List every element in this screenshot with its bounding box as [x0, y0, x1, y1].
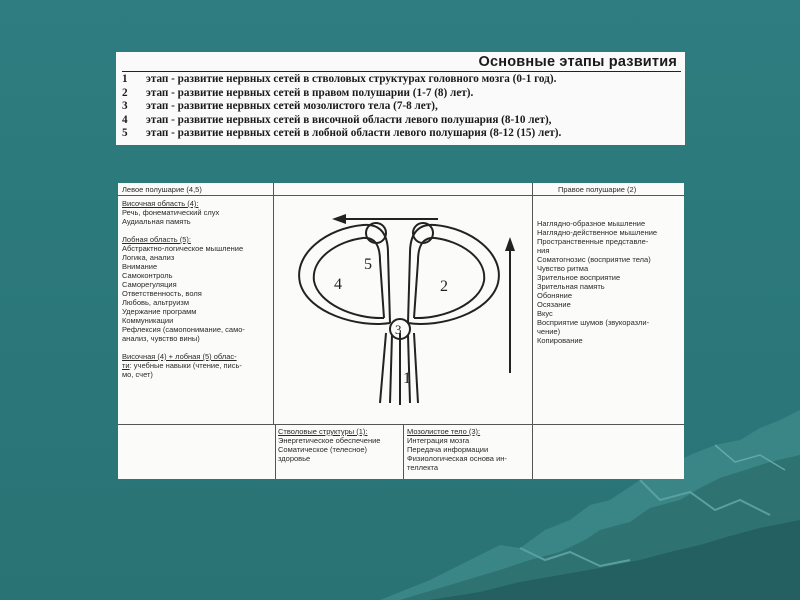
list-item: Чувство ритма: [537, 264, 589, 273]
left-hemisphere-header: Левое полушарие (4,5): [122, 185, 202, 194]
list-item: Восприятие шумов (звукоразли-: [537, 318, 650, 327]
list-item: чение): [537, 327, 561, 336]
cc-title: Мозолистое тело (3):: [407, 427, 481, 436]
stage-text: этап - развитие нервных сетей в стволовых структурах головного мозга (0-1 год).: [146, 73, 557, 85]
stage-number: 2: [122, 86, 128, 99]
stage-number: 1: [122, 73, 128, 85]
list-item: мо, счет): [122, 370, 153, 379]
list-item: Пространственные представле-: [537, 237, 649, 246]
diagram-label-3: 3: [395, 322, 402, 337]
list-item: Внимание: [122, 262, 158, 271]
top-arrow-head: [332, 214, 346, 224]
right-arrow-head: [505, 237, 515, 251]
stage-row: [122, 73, 679, 87]
list-item: Аудиальная память: [122, 217, 191, 226]
diagram-label-5: 5: [364, 256, 372, 273]
list-item: Коммуникации: [122, 316, 174, 325]
stage-number: 5: [122, 127, 128, 140]
brain-functions-table: [118, 183, 684, 479]
stem-title: Стволовые структуры (1):: [278, 427, 368, 436]
stage-row: [122, 87, 679, 101]
stage-row: [122, 114, 679, 128]
right-hemisphere-header: Правое полушарие (2): [558, 185, 637, 194]
stage-text: этап - развитие нервных сетей в височной области левого полушария (8-10 лет),: [146, 113, 552, 126]
temporal-title: Височная область (4):: [122, 199, 199, 208]
list-item: Наглядно-действенное мышление: [537, 228, 658, 237]
stages-panel: [116, 52, 685, 145]
list-item: Соматическое (телесное): [278, 445, 368, 454]
list-item: здоровье: [278, 454, 311, 463]
left-hemisphere-outer-loop: [299, 225, 390, 324]
left-hemisphere-inner-loop: [314, 238, 384, 318]
diagram-label-2: 2: [440, 278, 448, 295]
list-item: Наглядно-образное мышление: [537, 219, 646, 228]
combined-title-2: ти: [122, 361, 130, 370]
list-item: ния: [537, 246, 550, 255]
list-item: анализ, чувство вины): [122, 334, 200, 343]
list-item: Зрительное восприятие: [537, 273, 621, 282]
stage-row: [122, 127, 679, 141]
list-item: Саморегуляция: [122, 280, 177, 289]
diagram-label-4: 4: [334, 276, 342, 293]
stage-text: этап - развитие нервных сетей мозолистого тела (7-8 лет),: [146, 100, 438, 113]
stem-lines: [380, 333, 418, 405]
stage-number: 4: [122, 113, 128, 126]
right-hemisphere-outer-loop: [408, 225, 499, 324]
right-hemisphere-inner-loop: [414, 238, 484, 318]
diagram-label-1: 1: [403, 370, 411, 387]
list-item: Удержание программ: [122, 307, 197, 316]
list-item: теллекта: [407, 463, 439, 472]
list-item: Энергетическое обеспечение: [278, 436, 381, 445]
stage-text: этап - развитие нервных сетей в правом полушарии (1-7 (8) лет).: [146, 86, 474, 99]
list-item: Интеграция мозга: [407, 436, 470, 445]
brain-development-diagram: [118, 183, 684, 479]
combined-title: Височная (4) + лобная (5) облас-: [122, 352, 237, 361]
list-item: Ответственность, воля: [122, 289, 202, 298]
list-item: Передача информации: [407, 445, 489, 454]
stage-text: этап - развитие нервных сетей в лобной области левого полушария (8-12 (15) лет).: [146, 127, 562, 140]
combined-rest: : учебные навыки (чтение, пись-: [129, 361, 242, 370]
list-item: Обоняние: [537, 291, 573, 300]
list-item: Рефлексия (самопонимание, само-: [122, 325, 245, 334]
list-item: Вкус: [537, 309, 553, 318]
list-item: Физиологическая основа ин-: [407, 454, 507, 463]
list-item: Копирование: [537, 336, 583, 345]
stage-row: [122, 100, 679, 114]
stage-number: 3: [122, 100, 128, 113]
stages-title: Основные этапы развития: [122, 54, 681, 72]
list-item: Соматогнозис (восприятие тела): [537, 255, 651, 264]
frontal-title: Лобная область (5):: [122, 235, 191, 244]
list-item: Самоконтроль: [122, 271, 173, 280]
list-item: Абстрактно-логическое мышление: [122, 244, 244, 253]
list-item: Осязание: [537, 300, 571, 309]
list-item: Речь, фонематический слух: [122, 208, 220, 217]
list-item: Зрительная память: [537, 282, 605, 291]
list-item: Логика, анализ: [122, 253, 175, 262]
list-item: Любовь, альтруизм: [122, 298, 189, 307]
